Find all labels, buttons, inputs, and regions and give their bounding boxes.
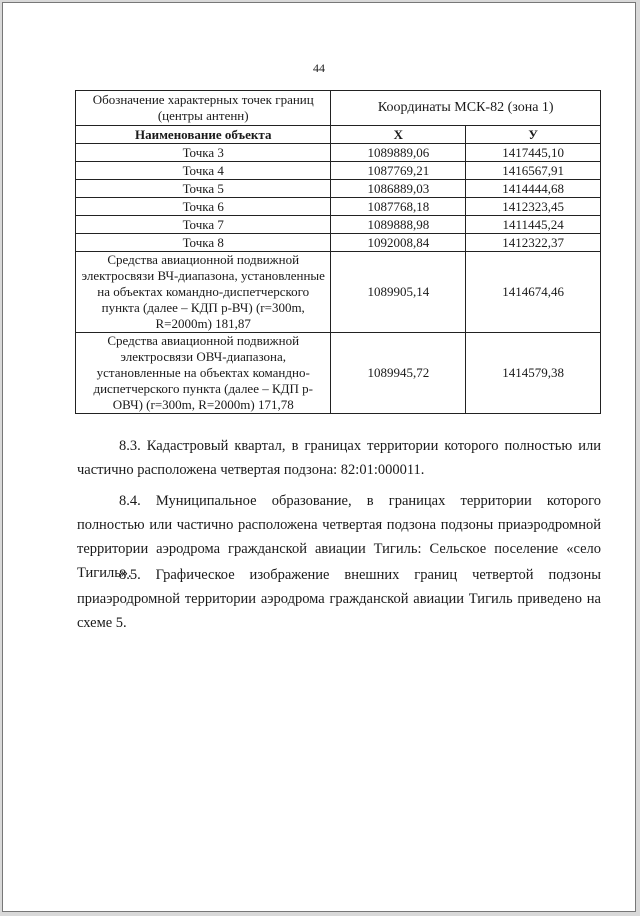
paragraph-8-4: 8.4. Муниципальное образование, в границах территории которого полностью или частично расположена четвертая подзона подзоны приаэродромной территории аэродрома гражданской авиации Тигиль: Сельское поселение «село Тигиль». bbox=[77, 493, 601, 581]
point-name: Средства авиационной подвижной электросвязи ВЧ-диапазона, установленные на объектах командно-диспетчерского пункта (далее – КДП р-ВЧ) (r=300m, R=2000m) 181,87 bbox=[76, 252, 331, 333]
point-name: Точка 3 bbox=[76, 144, 331, 162]
header-points-label: Обозначение характерных точек границ (центры антенн) bbox=[76, 91, 331, 126]
point-x: 1086889,03 bbox=[331, 180, 466, 198]
point-name: Средства авиационной подвижной электросвязи ОВЧ-диапазона, установленные на объектах командно-диспетчерского пункта (далее – КДП р-ОВЧ) (r=300m, R=2000m) 171,78 bbox=[76, 333, 331, 414]
table-subheader-row bbox=[76, 126, 601, 144]
column-name-header: Наименование объекта bbox=[76, 126, 331, 144]
point-name: Точка 4 bbox=[76, 162, 331, 180]
point-x: 1092008,84 bbox=[331, 234, 466, 252]
point-x: 1087769,21 bbox=[331, 162, 466, 180]
table-row bbox=[76, 252, 601, 333]
point-y: 1414579,38 bbox=[466, 333, 601, 414]
point-y: 1417445,10 bbox=[466, 144, 601, 162]
paragraph-8-3: 8.3. Кадастровый квартал, в границах территории которого полностью или частично расположена четвертая подзона: 82:01:000011. bbox=[77, 438, 601, 478]
point-y: 1412322,37 bbox=[466, 234, 601, 252]
point-x: 1089945,72 bbox=[331, 333, 466, 414]
point-x: 1089888,98 bbox=[331, 216, 466, 234]
table-header-row bbox=[76, 91, 601, 126]
table-row bbox=[76, 216, 601, 234]
paragraph-8-5: 8.5. Графическое изображение внешних границ четвертой подзоны приаэродромной территории аэродрома гражданской авиации Тигиль приведено на схеме 5. bbox=[77, 567, 601, 631]
point-name: Точка 5 bbox=[76, 180, 331, 198]
column-x-header: X bbox=[331, 126, 466, 144]
point-name: Точка 8 bbox=[76, 234, 331, 252]
point-x: 1087768,18 bbox=[331, 198, 466, 216]
coordinates-table bbox=[75, 90, 601, 414]
column-y-header: У bbox=[466, 126, 601, 144]
header-coords-label: Координаты МСК-82 (зона 1) bbox=[331, 91, 601, 126]
table-row bbox=[76, 144, 601, 162]
point-y: 1416567,91 bbox=[466, 162, 601, 180]
point-name: Точка 7 bbox=[76, 216, 331, 234]
table-row bbox=[76, 180, 601, 198]
table-row bbox=[76, 162, 601, 180]
point-name: Точка 6 bbox=[76, 198, 331, 216]
point-x: 1089889,06 bbox=[331, 144, 466, 162]
point-y: 1414444,68 bbox=[466, 180, 601, 198]
point-y: 1412323,45 bbox=[466, 198, 601, 216]
point-x: 1089905,14 bbox=[331, 252, 466, 333]
document-page bbox=[2, 2, 636, 912]
page-number: 44 bbox=[313, 61, 325, 75]
table-row bbox=[76, 333, 601, 414]
table-row bbox=[76, 198, 601, 216]
table-row bbox=[76, 234, 601, 252]
point-y: 1411445,24 bbox=[466, 216, 601, 234]
point-y: 1414674,46 bbox=[466, 252, 601, 333]
